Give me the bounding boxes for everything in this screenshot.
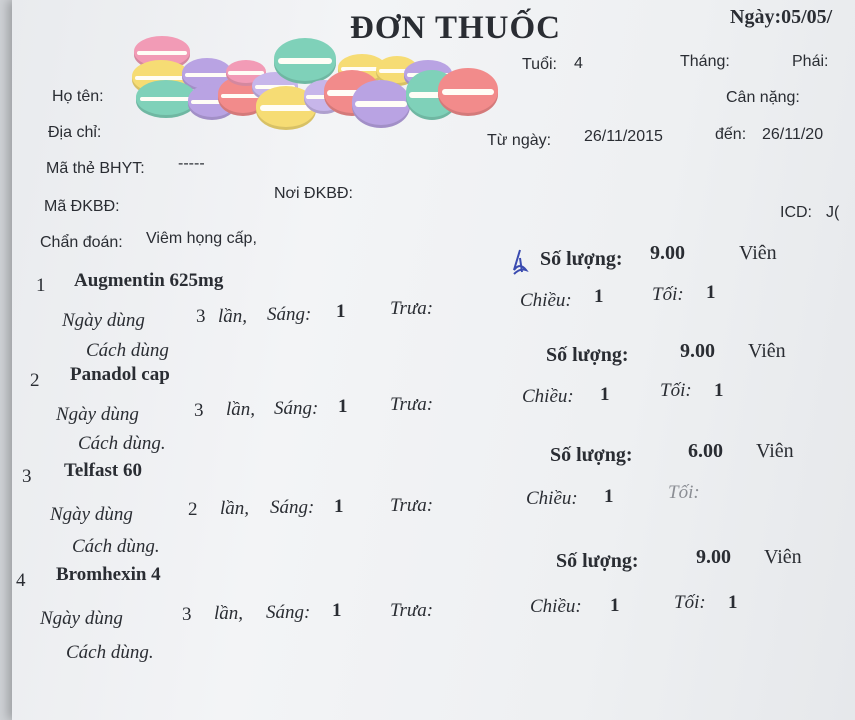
medicine-3-noon-label: Trưa:	[390, 495, 434, 516]
medicine-4-morning: 1	[332, 600, 342, 621]
medicine-2-evening-label: Tối:	[660, 380, 692, 401]
medicine-3-morning-label: Sáng:	[270, 497, 315, 518]
medicine-2-daily: 3	[194, 400, 204, 421]
medicine-3-qty-label: Số lượng:	[550, 444, 633, 466]
medicine-4-unit: Viên	[764, 546, 802, 568]
medicine-4-usage-label: Cách dùng.	[66, 642, 154, 663]
medicine-2-afternoon: 1	[600, 384, 610, 405]
medicine-3-unit: Viên	[756, 440, 794, 462]
medicine-4-afternoon: 1	[610, 595, 620, 616]
medicine-2-qty-label: Số lượng:	[546, 344, 629, 366]
medicine-2-afternoon-label: Chiều:	[522, 386, 574, 407]
medicine-3-daily: 2	[188, 499, 198, 520]
sex-label: Phái:	[792, 53, 829, 70]
insurance-value: -----	[178, 155, 205, 172]
medicine-4-qty-label: Số lượng:	[556, 550, 639, 572]
medicine-1-times-label: lần,	[218, 306, 248, 327]
medicine-3-afternoon-label: Chiều:	[526, 488, 578, 509]
medicine-1-daily-label: Ngày dùng	[62, 310, 145, 331]
medicine-3-times-label: lần,	[220, 498, 250, 519]
medicine-2-noon-label: Trưa:	[390, 394, 434, 415]
medicine-2-usage-label: Cách dùng.	[78, 433, 166, 454]
weight-label: Cân nặng:	[726, 89, 800, 106]
medicine-1-afternoon-label: Chiều:	[520, 290, 572, 311]
month-label: Tháng:	[680, 53, 730, 70]
to-date-label: đến:	[715, 126, 747, 143]
medicine-1-daily: 3	[196, 306, 206, 327]
medicine-2-morning-label: Sáng:	[274, 398, 319, 419]
medicine-4-number: 4	[16, 570, 26, 591]
macaron-icon	[274, 38, 336, 84]
medicine-4-times-label: lần,	[214, 603, 244, 624]
medicine-3-afternoon: 1	[604, 486, 614, 507]
medicine-4-noon-label: Trưa:	[390, 600, 434, 621]
medicine-3-qty: 6.00	[688, 440, 723, 462]
medicine-4-afternoon-label: Chiều:	[530, 596, 582, 617]
diagnosis-value: Viêm họng cấp,	[146, 230, 257, 247]
medicine-3-evening-label: Tối:	[668, 482, 700, 503]
diagnosis-label: Chẩn đoán:	[40, 234, 123, 251]
medicine-1-unit: Viên	[739, 242, 777, 264]
to-date-value: 26/11/20	[762, 126, 824, 143]
icd-value: J(	[826, 204, 840, 221]
medicine-3-morning: 1	[334, 496, 344, 517]
medicine-4-qty: 9.00	[696, 546, 731, 568]
medicine-2-daily-label: Ngày dùng	[56, 404, 139, 425]
medicine-2-evening: 1	[714, 380, 724, 401]
medicine-1-usage-label: Cách dùng	[86, 340, 169, 361]
medicine-1-evening: 1	[706, 282, 716, 303]
icd-label: ICD:	[780, 204, 812, 221]
medicine-2-name: Panadol cap	[70, 364, 170, 385]
medicine-1-afternoon: 1	[594, 286, 604, 307]
age-value: 4	[574, 55, 583, 72]
macaron-icon	[136, 80, 196, 118]
medicine-1-morning: 1	[336, 301, 346, 322]
address-label: Địa chỉ:	[48, 124, 102, 141]
medicine-1-noon-label: Trưa:	[390, 298, 434, 319]
medicine-4-evening: 1	[728, 592, 738, 613]
page-title: ĐƠN THUỐC	[350, 10, 561, 46]
medicine-1-morning-label: Sáng:	[267, 304, 312, 325]
medicine-1-evening-label: Tối:	[652, 284, 684, 305]
medicine-4-name: Bromhexin 4	[56, 564, 161, 585]
medicine-4-evening-label: Tối:	[674, 592, 706, 613]
medicine-2-times-label: lần,	[226, 399, 256, 420]
medicine-2-morning: 1	[338, 396, 348, 417]
kbd-place-label: Nơi ĐKBĐ:	[274, 185, 353, 202]
macaron-icon	[438, 68, 498, 116]
prescription-date: Ngày:05/05/	[730, 6, 833, 28]
medicine-1-qty-label: Số lượng:	[540, 248, 623, 270]
medicine-1-qty: 9.00	[650, 242, 685, 264]
from-date-label: Từ ngày:	[487, 132, 552, 149]
medicine-3-name: Telfast 60	[64, 460, 142, 481]
pen-mark-icon	[508, 248, 532, 278]
medicine-2-number: 2	[30, 370, 40, 391]
kbd-code-label: Mã ĐKBĐ:	[44, 198, 120, 215]
medicine-4-daily-label: Ngày dùng	[40, 608, 123, 629]
medicine-3-number: 3	[22, 466, 32, 487]
prescription-paper	[12, 0, 855, 720]
name-label: Họ tên:	[52, 88, 104, 105]
from-date-value: 26/11/2015	[584, 128, 663, 145]
medicine-1-number: 1	[36, 275, 46, 296]
insurance-label: Mã thẻ BHYT:	[46, 160, 145, 177]
medicine-1-name: Augmentin 625mg	[74, 270, 224, 291]
medicine-4-daily: 3	[182, 604, 192, 625]
medicine-2-qty: 9.00	[680, 340, 715, 362]
macaron-icon	[352, 80, 410, 128]
age-label: Tuổi:	[522, 56, 557, 73]
medicine-2-unit: Viên	[748, 340, 786, 362]
medicine-4-morning-label: Sáng:	[266, 602, 311, 623]
medicine-3-usage-label: Cách dùng.	[72, 536, 160, 557]
medicine-3-daily-label: Ngày dùng	[50, 504, 133, 525]
